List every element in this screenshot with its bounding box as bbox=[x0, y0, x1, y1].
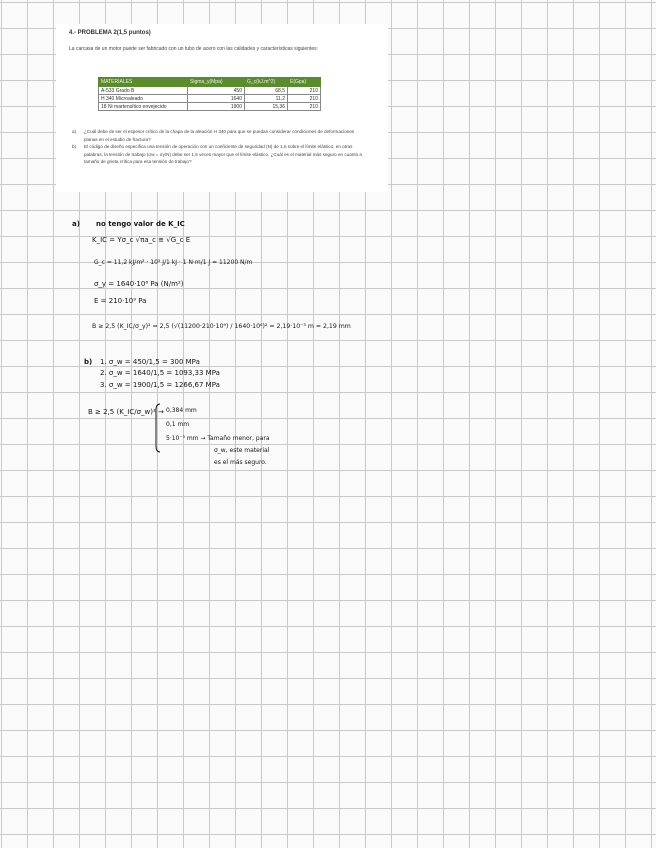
problem-title: 4.- PROBLEMA 2(1,5 puntos) bbox=[69, 30, 151, 36]
hw-b-result: 0,384 mm bbox=[166, 407, 197, 414]
hw-a-line: E = 210·10⁹ Pa bbox=[94, 297, 147, 305]
part-a-solution bbox=[72, 220, 351, 330]
hw-a-line: K_IC = Yσ_c √πa_c ≅ √G_c E bbox=[92, 236, 191, 244]
hw-b-result: 0,1 mm bbox=[166, 421, 190, 428]
table-header: MATERIALES bbox=[99, 78, 188, 87]
hw-b-result: 5·10⁻³ mm → Tamaño menor, para bbox=[166, 435, 270, 442]
hw-b-line: 1. σ_w = 450/1,5 = 300 MPa bbox=[100, 358, 200, 366]
problem-intro: La carcasa de un motor puede ser fabricado con un tubo de acero con las calidades y características siguientes: bbox=[69, 46, 319, 52]
hw-a-line: no tengo valor de K_IC bbox=[96, 220, 185, 228]
table-cell: 11,2 bbox=[245, 95, 288, 103]
question-label: b) bbox=[72, 144, 77, 149]
hw-a-label: a) bbox=[72, 220, 80, 228]
hw-b-line: 2. σ_w = 1640/1,5 = 1093,33 MPa bbox=[100, 369, 220, 377]
hw-b-line: 3. σ_w = 1900/1,5 = 1266,67 MPa bbox=[100, 381, 220, 389]
table-header: Sigma_y(Mpa) bbox=[188, 78, 245, 87]
table-header: G_c(kJ.m^2) bbox=[245, 78, 288, 87]
hw-a-line: B ≥ 2,5 (K_IC/σ_y)² = 2,5 (√(11200·210·10⁹) / 1640·10⁶)² = 2,19·10⁻³ m = 2,19 mm bbox=[92, 323, 351, 330]
question-text: ¿Cuál debe de ser el espesor crítico de la chapa de la aleación H 340 para que se puedan considerar condiciones de deformaciones planas en el estudio de fractura? bbox=[84, 129, 355, 142]
question-label: a) bbox=[72, 129, 77, 134]
table-cell: 210 bbox=[288, 103, 321, 111]
hw-a-line: G_c = 11,2 kJ/m² · 10³ J/1 kJ · 1 N·m/1 J = 11200 N/m bbox=[94, 259, 253, 266]
table-cell: 68,5 bbox=[245, 87, 288, 95]
hw-b-label: b) bbox=[84, 358, 93, 366]
table-cell: H 340 Microaleado bbox=[99, 95, 188, 103]
hw-a-line: σ_y = 1640·10⁶ Pa (N/m²) bbox=[94, 280, 184, 288]
table-header: E(Gpa) bbox=[288, 78, 321, 87]
table-cell: 450 bbox=[188, 87, 245, 95]
hw-b-result: σ_w, este material bbox=[214, 447, 270, 454]
hw-b-line: B ≥ 2,5 (K_IC/σ_w)² → bbox=[88, 408, 164, 416]
table-cell: 15,36 bbox=[245, 103, 288, 111]
table-cell: A-533 Grado B bbox=[99, 87, 188, 95]
table-cell: 18 Ni martensítico envejecido bbox=[99, 103, 188, 111]
hw-b-result: es el más seguro. bbox=[214, 459, 267, 466]
table-cell: 1640 bbox=[188, 95, 245, 103]
table-cell: 210 bbox=[288, 95, 321, 103]
question-text: El código de diseño especifica una tensión de operación con un coeficiente de seguridad (N) de 1,5 sobre el límite elástico, en otras palabras, la tensión de trabajo (σw = σy/N) debe ser 1,5 veces mayor que el límite elástico. ¿Cuál es el material más seguro en cuanto a tamaño de grieta crítica para esa tensión de trabajo? bbox=[84, 144, 362, 164]
table-cell: 210 bbox=[288, 87, 321, 95]
table-cell: 1900 bbox=[188, 103, 245, 111]
part-b-solution bbox=[84, 358, 270, 466]
